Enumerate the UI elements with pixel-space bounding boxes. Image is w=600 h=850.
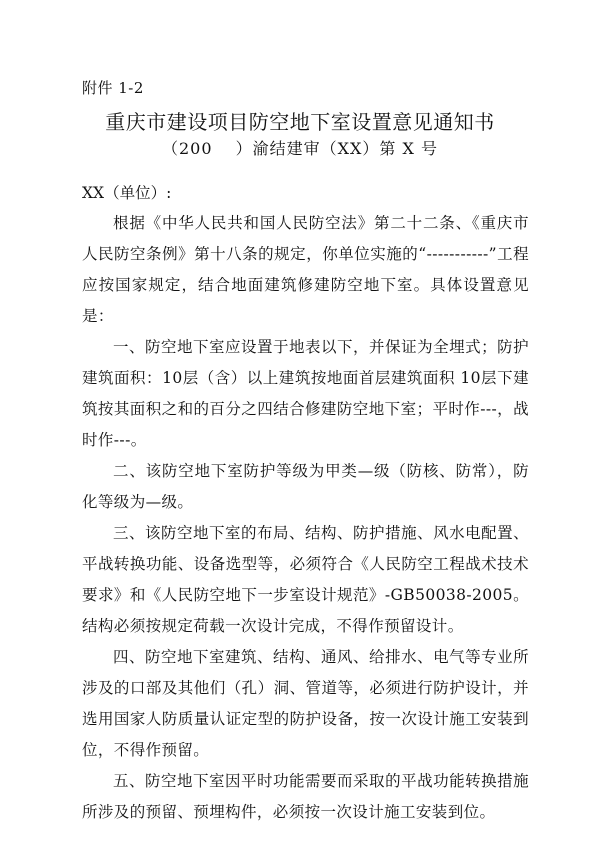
paragraph-item-5: 五、防空地下室因平时功能需要而采取的平战功能转换措施所涉及的预留、预埋构件，必须按一次设计施工安装到位。: [82, 772, 529, 821]
document-title: 重庆市建设项目防空地下室设置意见通知书: [105, 110, 495, 134]
paragraph-item-2: 二、该防空地下室防护等级为甲类—级（防核、防常），防化等级为—级。: [82, 462, 529, 511]
paragraph-item-1: 一、防空地下室应设置于地表以下，并保证为全埋式；防护建筑面积：10层（含）以上建筑按地面首层建筑面积 10层下建筑按其面积之和的百分之四结合修建防空地下室；平时作---，战时作---。: [82, 338, 529, 449]
document-body: [82, 208, 529, 828]
paragraph-item-4: 四、防空地下室建筑、结构、通风、给排水、电气等专业所涉及的口部及其他们（孔）洞、管道等，必须进行防护设计，并选用国家人防质量认证定型的防护设备，按一次设计施工安装到位，不得作预留。: [82, 648, 529, 759]
addressee: XX（单位）:: [82, 184, 172, 202]
paragraph-intro: 根据《中华人民共和国人民防空法》第二十二条、《重庆市人民防空条例》第十八条的规定，你单位实施的“-----------”工程应按国家规定，结合地面建筑修建防空地下室。具体设置意见是：: [82, 214, 529, 325]
attachment-label: 附件 1-2: [82, 79, 144, 97]
paragraph-item-3: 三、该防空地下室的布局、结构、防护措施、风水电配置、平战转换功能、设备选型等，必须符合《人民防空工程战术技术要求》和《人民防空地下一步室设计规范》-GB50038-2005。结构必须按规定荷载一次设计完成，不得作预留设计。: [82, 524, 529, 635]
document-number: （200 ）渝结建审（XX）第 X 号: [162, 139, 438, 158]
